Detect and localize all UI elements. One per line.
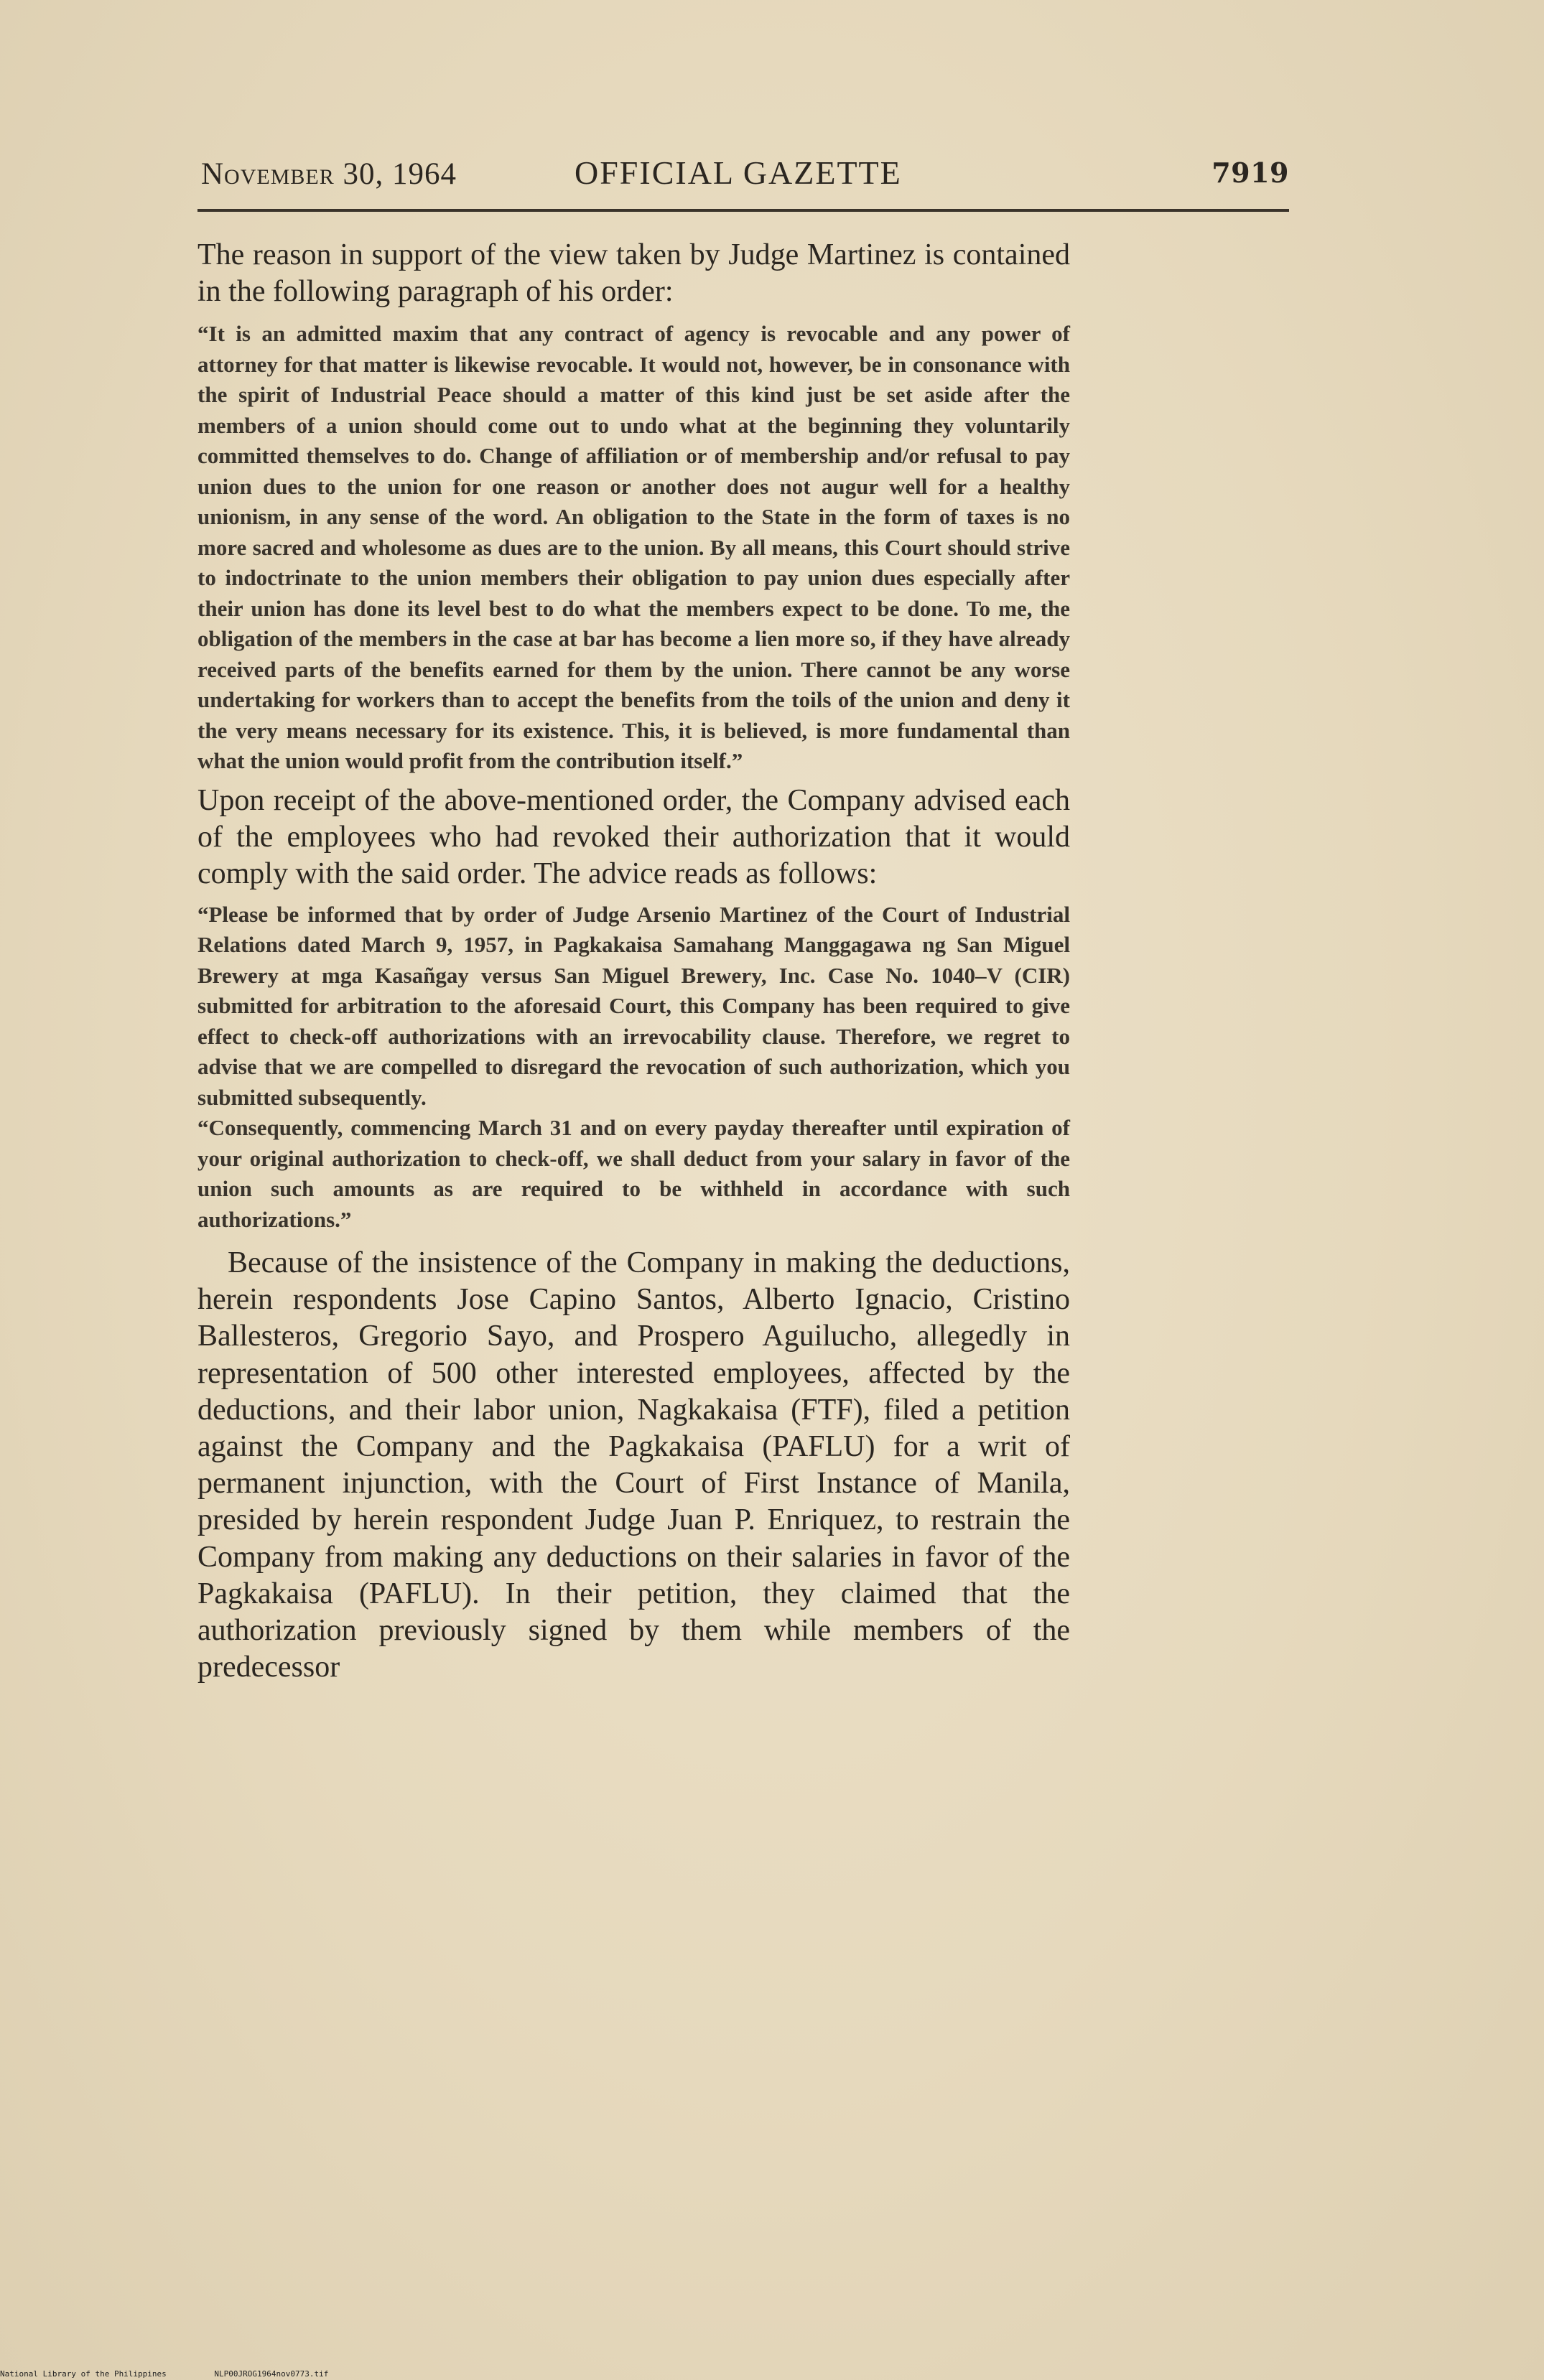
header-rule bbox=[197, 209, 1289, 212]
page-header bbox=[201, 154, 1289, 200]
intro-paragraph: The reason in support of the view taken by Judge Martinez is contained in the following paragraph of his order: bbox=[197, 238, 1070, 308]
page-number: 7919 bbox=[1212, 157, 1289, 189]
footer-file: NLP00JROG1964nov0773.tif bbox=[214, 2369, 329, 2379]
quote-advice-1: “Please be informed that by order of Judge Arsenio Martinez of the Court of Industrial Relations dated March 9, 1957, in Pagkakaisa Samahang Manggagawa ng San Miguel Brewery at mga Kasañgay versus San Miguel Brewery, Inc. Case No. 1040–V (CIR) submitted for arbitration to the aforesaid Court, this Company has been required to give effect to check-off authorizations with an irrevocability clause. Therefore, we regret to advise that we are compelled to disregard the revocation of such authorization, which you submitted subsequently. bbox=[197, 901, 1070, 1110]
footer-library: National Library of the Philippines bbox=[0, 2369, 167, 2379]
body-paragraph: Because of the insistence of the Company in making the deductions, herein respondents Jose Capino Santos, Alberto Ignacio, Cristino Ballesteros, Gregorio Sayo, and Prospero Aguilucho, allegedly in representation of 500 other interested employees, affected by the deductions, and their labor union, Nagkakaisa (FTF), filed a petition against the Company and the Pagkakaisa (PAFLU) for a writ of permanent injunction, with the Court of First Instance of Manila, presided by herein respondent Judge Juan P. Enriquez, to restrain the Company from making any deductions on their salaries in favor of the Pagkakaisa (PAFLU). In their petition, they claimed that the authorization previously signed by them while members of the predecessor bbox=[197, 1246, 1070, 1684]
header-date: November 30, 1964 bbox=[201, 157, 457, 191]
receipt-paragraph: Upon receipt of the above-mentioned order, the Company advised each of the employees who had revoked their authorization that it would comply with the said order. The advice reads as follows: bbox=[197, 783, 1070, 890]
quote-advice-2: “Consequently, commencing March 31 and on every payday thereafter until expiration of your original authorization to check-off, we shall deduct from your salary in favor of the union such amounts as are required to be withheld in accordance with such authorizations.” bbox=[197, 1115, 1070, 1232]
scan-footer bbox=[0, 2369, 371, 2379]
header-title: OFFICIAL GAZETTE bbox=[575, 154, 902, 191]
page-content bbox=[197, 237, 1070, 1686]
quote-order: “It is an admitted maxim that any contract of agency is revocable and any power of attorney for that matter is likewise revocable. It would not, however, be in consonance with the spirit of Industrial Peace should a matter of this kind just be set aside after the members of a union should come out to undo what at the beginning they voluntarily committed themselves to do. Change of affiliation or of membership and/or refusal to pay union dues to the union for one reason or another does not augur well for a healthy unionism, in any sense of the word. An obligation to the State in the form of taxes is no more sacred and wholesome as dues are to the union. By all means, this Court should strive to indoctrinate to the union members their obligation to pay union dues especially after their union has done its level best to do what the members expect to be done. To me, the obligation of the members in the case at bar has become a lien more so, if they have already received parts of the benefits earned for them by the union. There cannot be any worse undertaking for workers than to accept the benefits from the toils of the union and deny it the very means necessary for its existence. This, it is believed, is more fundamental than what the union would profit from the contribution itself.” bbox=[197, 321, 1070, 773]
